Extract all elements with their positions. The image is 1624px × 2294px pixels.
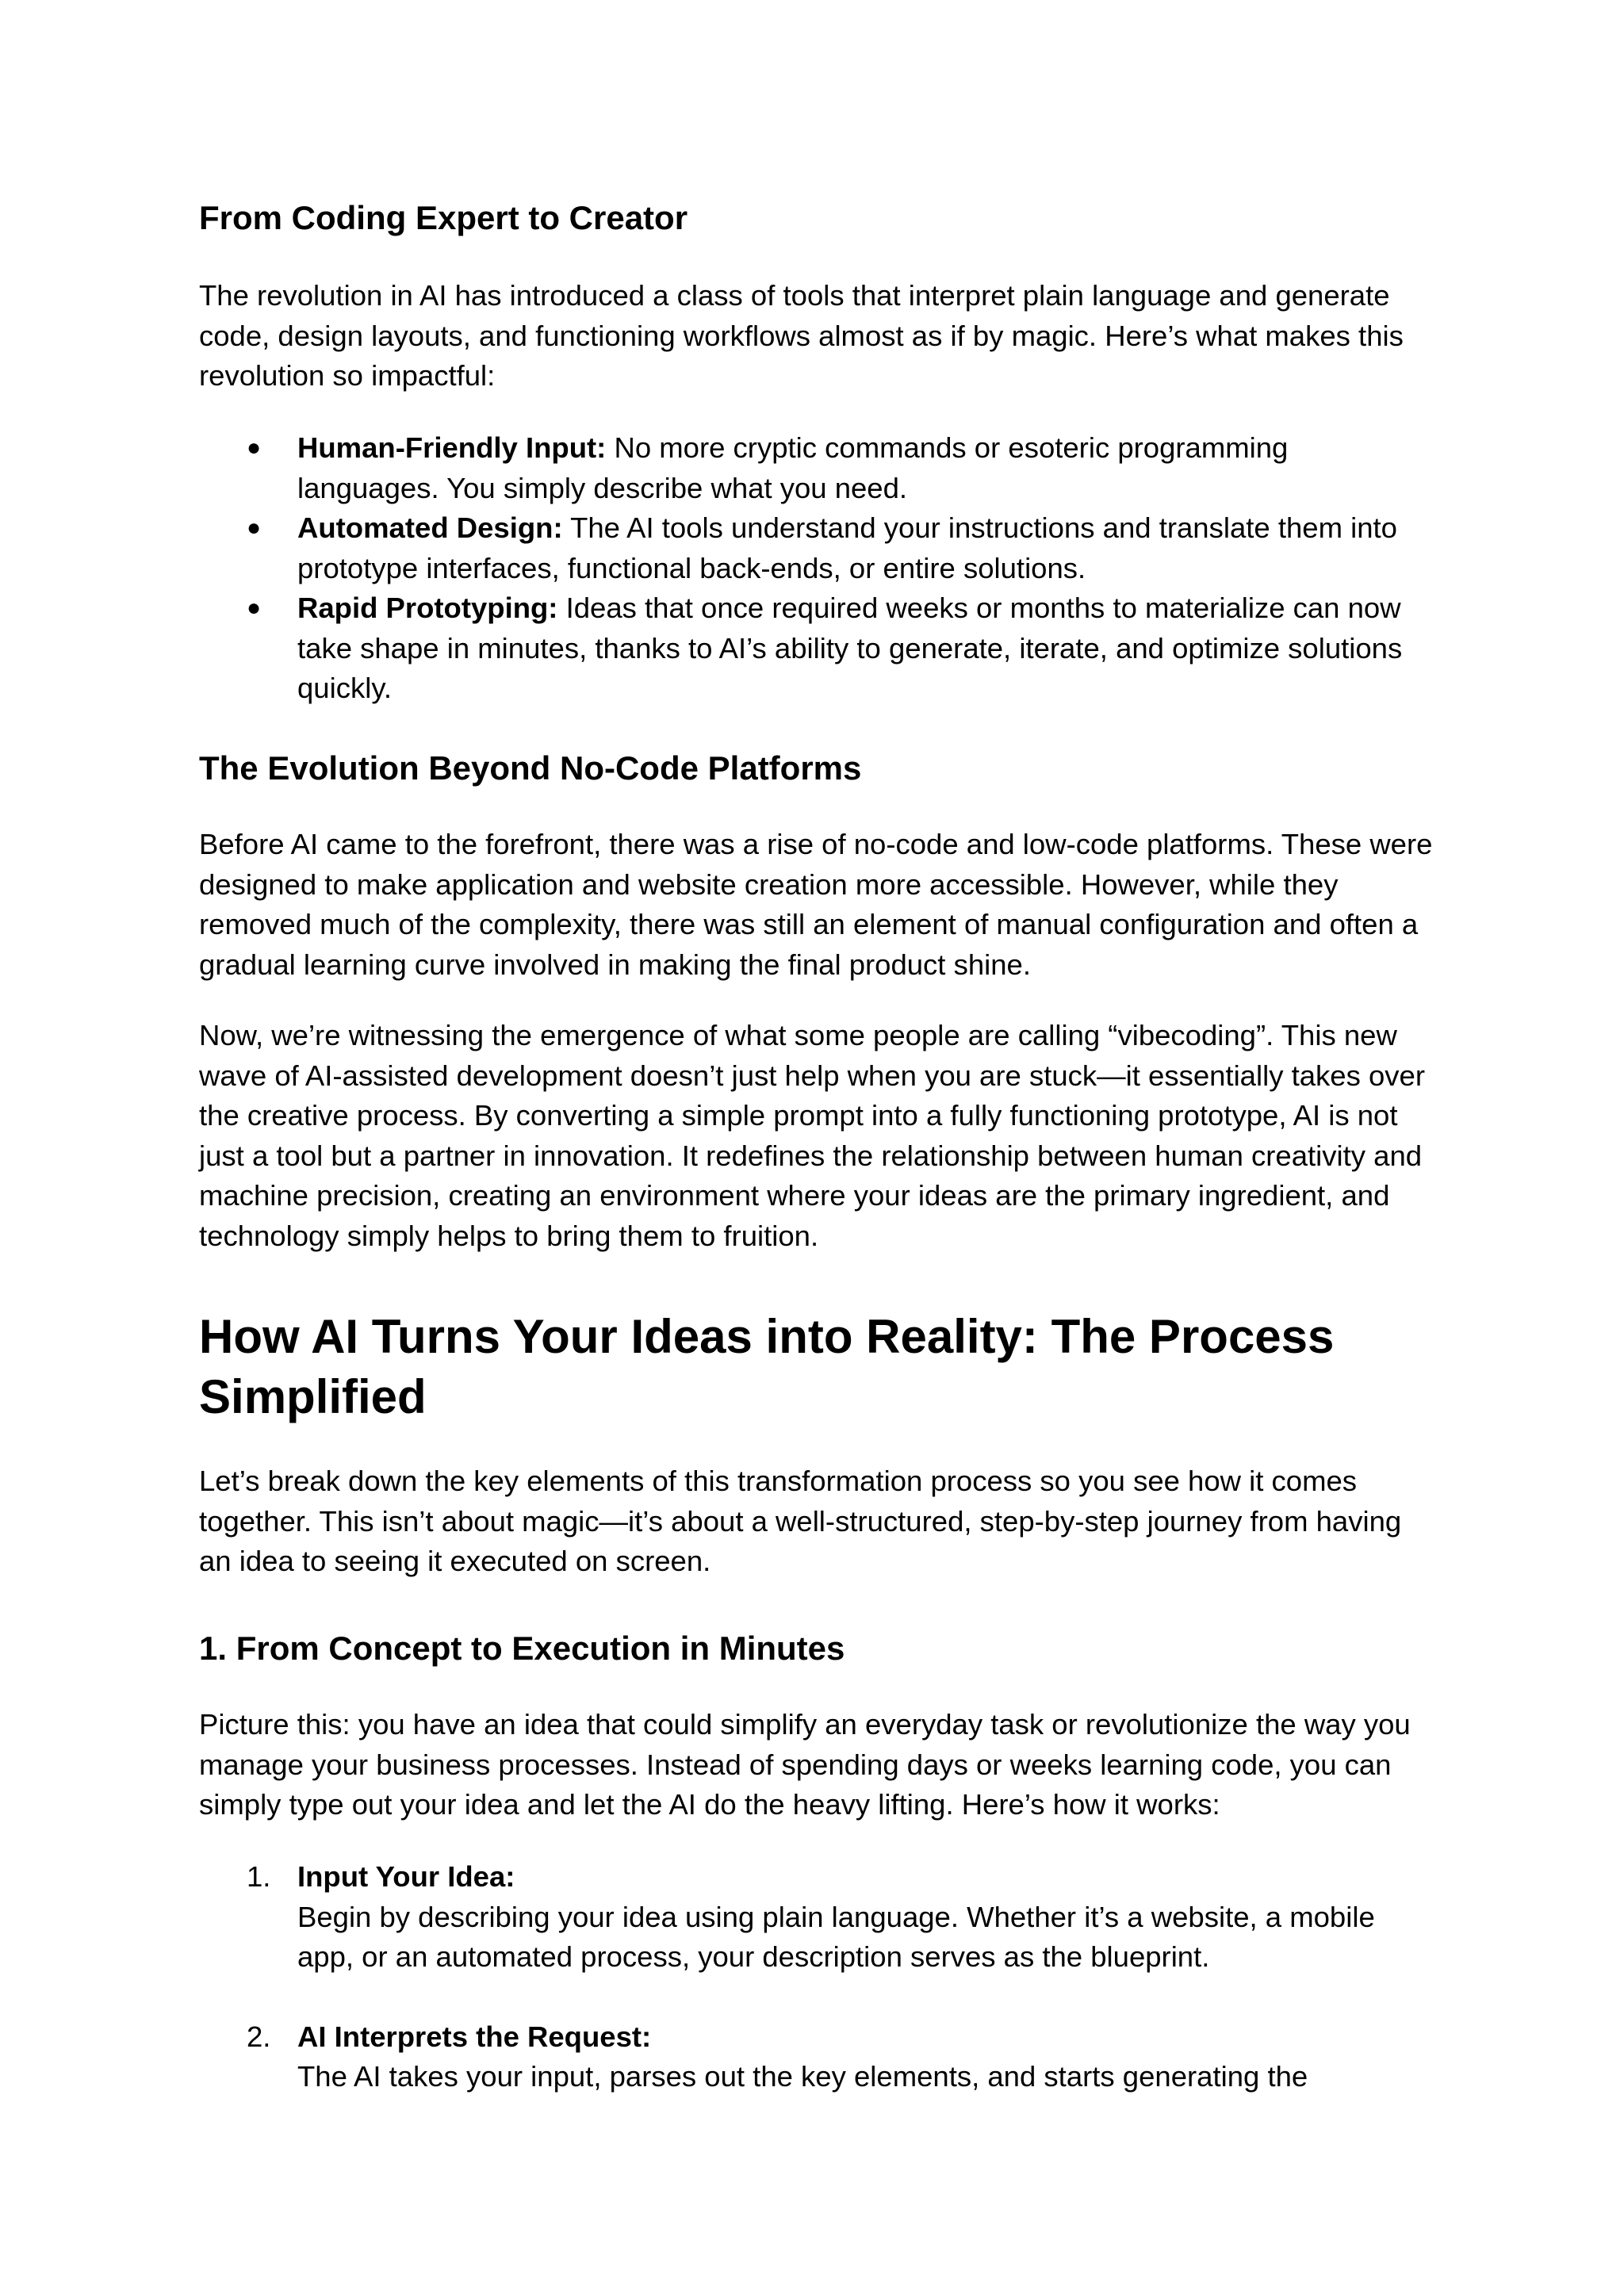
bullet-dot-icon: ● (247, 515, 262, 541)
step-item-ai-interprets (199, 2017, 1436, 2097)
process-intro-paragraph: Let’s break down the key elements of this transformation process so you see how it comes together. This isn’t about magic—it’s about a well-structured, step-by-step journey from having an idea to seeing it executed on screen. (199, 1465, 1402, 1577)
bullet-text: The AI tools understand your instructions and translate them into prototype interfaces, functional back-ends, or entire solutions. (297, 511, 1397, 584)
step-number: 1. (247, 1860, 271, 1893)
evolution-paragraph-2: Now, we’re witnessing the emergence of what some people are calling “vibecoding”. This new wave of AI-assisted development doesn’t just help when you are stuck—it essentially takes over the creative process. By converting a simple prompt into a fully functioning prototype, AI is not just a tool but a partner in innovation. It redefines the relationship between human creativity and machine precision, creating an environment where your ideas are the primary ingredient, and technology simply helps to bring them to fruition. (199, 1019, 1425, 1252)
concept-intro-paragraph: Picture this: you have an idea that could simplify an everyday task or revolutionize the way you manage your business processes. Instead of spending days or weeks learning code, you can simply type out your idea and let the AI do the heavy lifting. Here’s how it works: (199, 1708, 1411, 1821)
bullet-label: Rapid Prototyping: (297, 592, 558, 624)
step-text: The AI takes your input, parses out the key elements, and starts generating the (297, 2060, 1308, 2093)
bullet-item-human-friendly (199, 428, 1436, 508)
bullet-text: Ideas that once required weeks or months to materialize can now take shape in minutes, thanks to AI’s ability to generate, iterate, and optimize solutions quickly. (297, 592, 1403, 704)
bullet-item-rapid-prototyping (199, 588, 1436, 709)
bullet-list (199, 428, 1436, 709)
bullet-text: No more cryptic commands or esoteric programming languages. You simply describe what you need. (297, 431, 1289, 504)
section-heading-how-ai: How AI Turns Your Ideas into Reality: The Process Simplified (199, 1310, 1335, 1423)
section-heading-coding-expert: From Coding Expert to Creator (199, 199, 688, 236)
bullet-dot-icon: ● (247, 435, 262, 461)
step-label: Input Your Idea: (297, 1860, 515, 1893)
bullet-label: Human-Friendly Input: (297, 431, 607, 464)
bullet-item-automated-design (199, 508, 1436, 588)
step-item-input-idea (199, 1857, 1436, 1978)
step-text: Begin by describing your idea using plain language. Whether it’s a website, a mobile app, or an automated process, your description serves as the blueprint. (297, 1900, 1375, 1973)
bullet-label: Automated Design: (297, 511, 563, 544)
step-number: 2. (247, 2020, 271, 2053)
section-heading-concept-execution: 1. From Concept to Execution in Minutes (199, 1630, 845, 1667)
bullet-dot-icon: ● (247, 595, 262, 621)
list-spacer (199, 1978, 1436, 2017)
section-heading-evolution: The Evolution Beyond No-Code Platforms (199, 749, 862, 787)
numbered-steps-list (199, 1857, 1436, 2097)
step-label: AI Interprets the Request: (297, 2020, 652, 2053)
section-intro-paragraph: The revolution in AI has introduced a class of tools that interpret plain language and generate code, design layouts, and functioning workflows almost as if by magic. Here’s what makes this revolution so impactful: (199, 279, 1404, 392)
evolution-paragraph-1: Before AI came to the forefront, there was a rise of no-code and low-code platforms. These were designed to make application and website creation more accessible. However, while they removed much of the complexity, there was still an element of manual configuration and often a gradual learning curve involved in making the final product shine. (199, 828, 1433, 981)
